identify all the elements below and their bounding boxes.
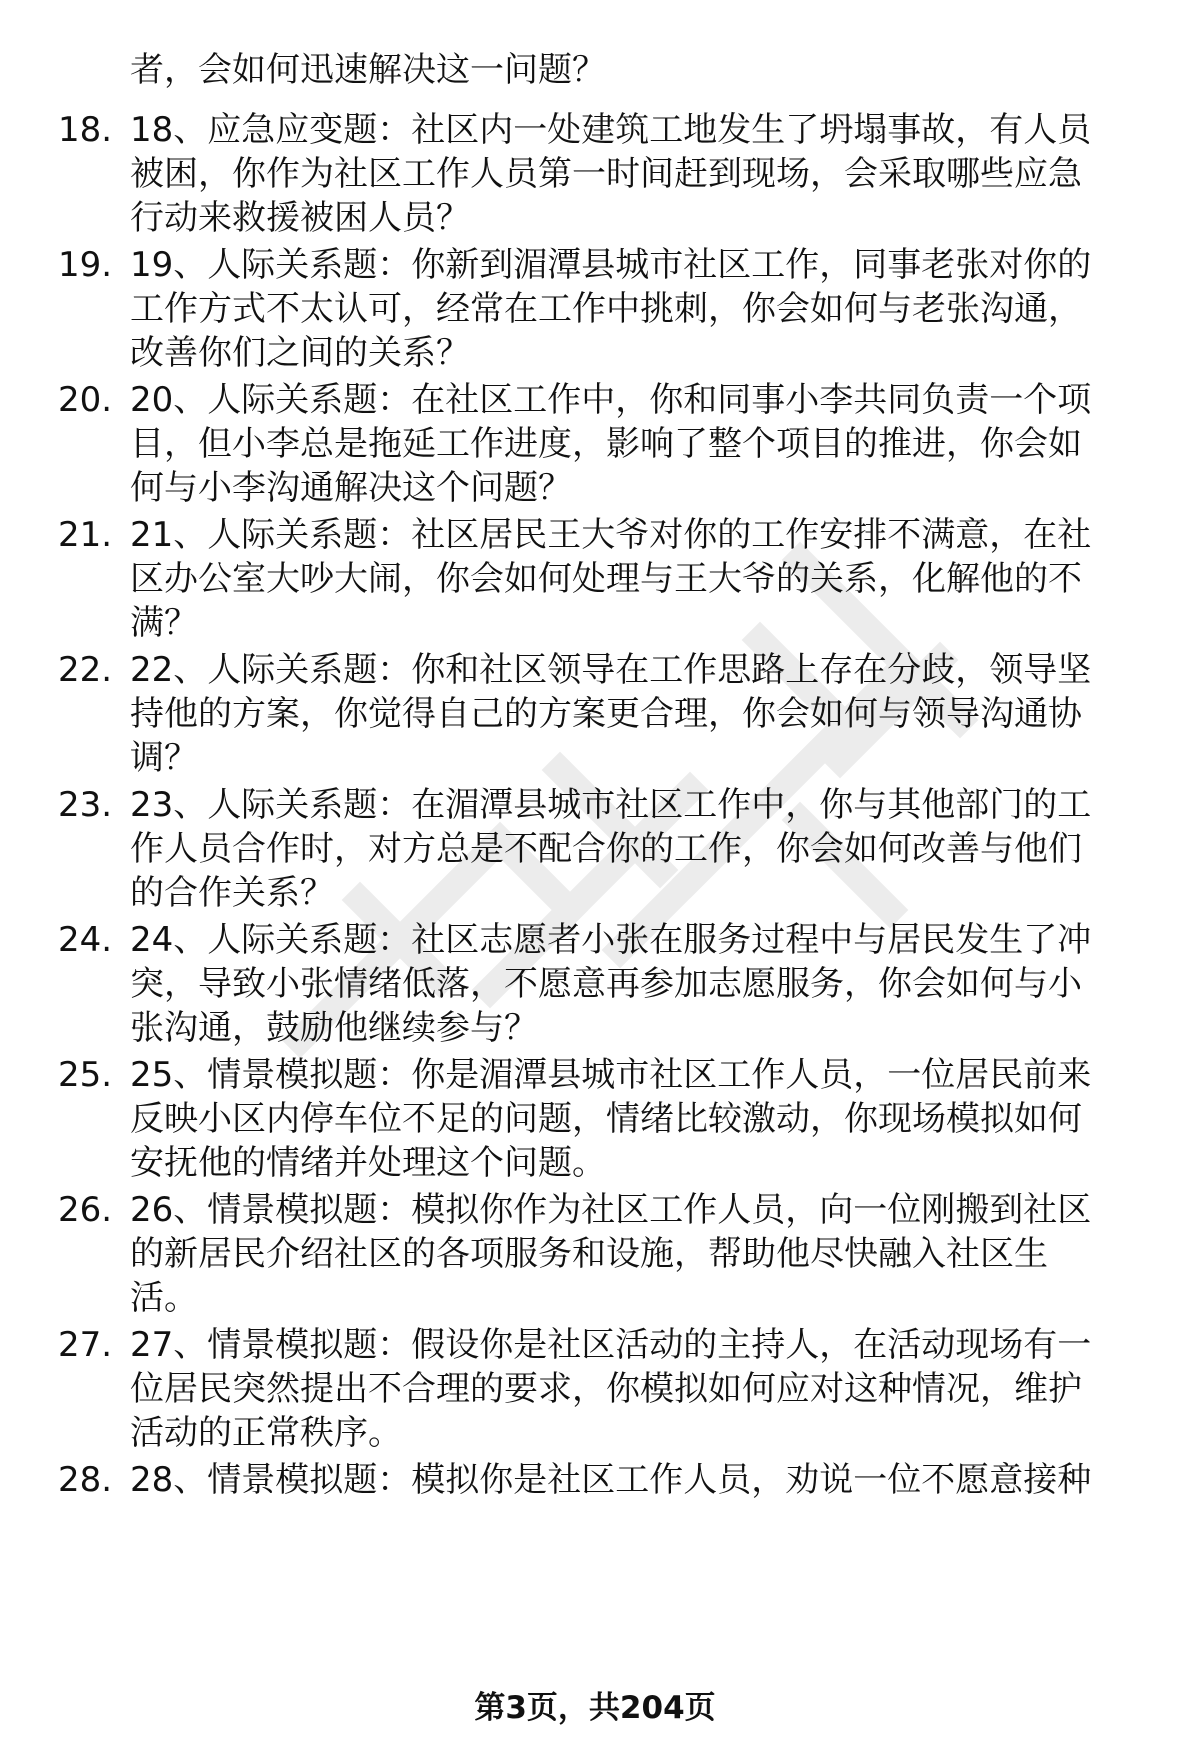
question-number: 21.	[58, 515, 113, 555]
question-text: 18、应急应变题：社区内一处建筑工地发生了坍塌事故，有人员 被困，你作为社区工作人员第一时间赶到现场，会采取哪些应急 行动来救援被困人员？	[130, 110, 1092, 238]
question-number: 27.	[58, 1325, 113, 1365]
question-text: 20、人际关系题：在社区工作中，你和同事小李共同负责一个项 目，但小李总是拖延工作进度，影响了整个项目的推进，你会如 何与小李沟通解决这个问题？	[130, 380, 1092, 508]
question-number: 26.	[58, 1190, 113, 1230]
question-text: 27、情景模拟题：假设你是社区活动的主持人，在活动现场有一 位居民突然提出不合理的要求，你模拟如何应对这种情况，维护 活动的正常秩序。	[130, 1325, 1092, 1453]
page-footer: 第3页，共204页	[474, 1690, 716, 1726]
question-number: 20.	[58, 380, 113, 420]
question-text: 22、人际关系题：你和社区领导在工作思路上存在分歧，领导坚 持他的方案，你觉得自己的方案更合理，你会如何与领导沟通协 调？	[130, 650, 1092, 778]
question-text: 24、人际关系题：社区志愿者小张在服务过程中与居民发生了冲 突，导致小张情绪低落，不愿意再参加志愿服务，你会如何与小 张沟通，鼓励他继续参与？	[130, 920, 1092, 1048]
question-number: 19.	[58, 245, 113, 285]
question-text: 23、人际关系题：在湄潭县城市社区工作中，你与其他部门的工 作人员合作时，对方总是不配合你的工作，你会如何改善与他们 的合作关系？	[130, 785, 1092, 913]
question-number: 28.	[58, 1460, 113, 1500]
question-number: 22.	[58, 650, 113, 690]
question-text: 21、人际关系题：社区居民王大爷对你的工作安排不满意，在社 区办公室大吵大闹，你会如何处理与王大爷的关系，化解他的不 满？	[130, 515, 1092, 643]
question-text: 25、情景模拟题：你是湄潭县城市社区工作人员，一位居民前来 反映小区内停车位不足的问题，情绪比较激动，你现场模拟如何 安抚他的情绪并处理这个问题。	[130, 1055, 1092, 1183]
question-number: 24.	[58, 920, 113, 960]
question-text: 26、情景模拟题：模拟你作为社区工作人员，向一位刚搬到社区 的新居民介绍社区的各项服务和设施，帮助他尽快融入社区生 活。	[130, 1190, 1092, 1318]
question-number: 18.	[58, 110, 113, 150]
question-text: 者，会如何迅速解决这一问题？	[130, 50, 606, 90]
question-text: 28、情景模拟题：模拟你是社区工作人员，劝说一位不愿意接种	[130, 1460, 1092, 1500]
question-number: 23.	[58, 785, 113, 825]
question-number: 25.	[58, 1055, 113, 1095]
question-text: 19、人际关系题：你新到湄潭县城市社区工作，同事老张对你的 工作方式不太认可，经常在工作中挑刺，你会如何与老张沟通， 改善你们之间的关系？	[130, 245, 1092, 373]
